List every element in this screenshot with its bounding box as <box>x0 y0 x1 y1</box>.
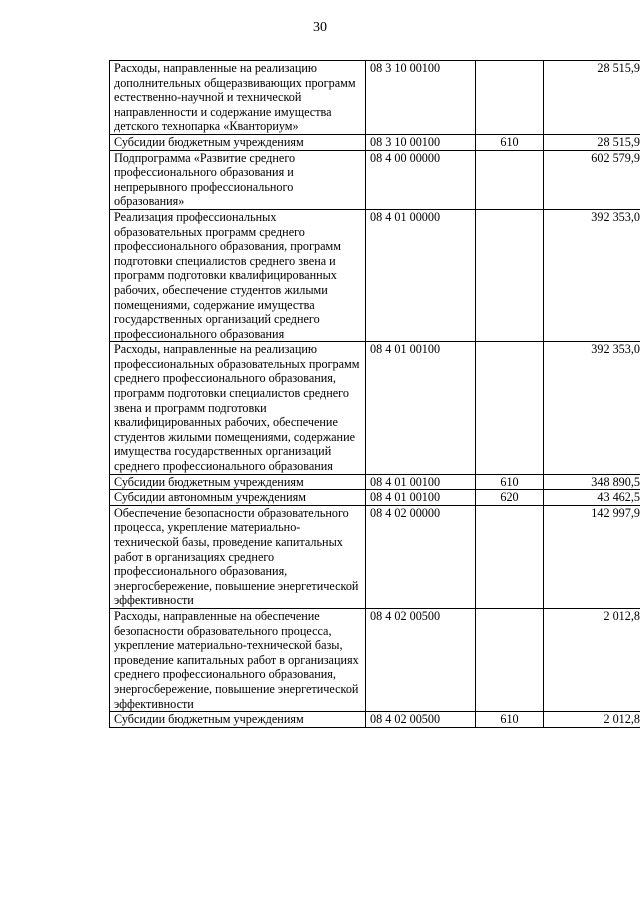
row-code-cell: 08 4 01 00100 <box>366 490 476 506</box>
row-name-cell: Субсидии бюджетным учреждениям <box>110 474 366 490</box>
row-amount-cell: 602 579,9 <box>544 150 640 209</box>
budget-table <box>109 60 640 728</box>
row-name-cell: Субсидии бюджетным учреждениям <box>110 134 366 150</box>
row-code-cell: 08 4 02 00500 <box>366 608 476 711</box>
row-type-cell <box>476 608 544 711</box>
row-name-cell: Реализация профессиональных образовательных программ среднего профессионального образования, программ подготовки специалистов среднего звена и программ подготовки квалифицированных рабочих, обеспечение студентов жилыми помещениями, содержание имущества государственных организаций среднего профессионального образования <box>110 209 366 341</box>
table-row <box>110 474 640 490</box>
table-row <box>110 209 640 341</box>
row-name-cell: Обеспечение безопасности образовательного процесса, укрепление материально-технической базы, проведение капитальных работ в организациях среднего профессионального образования, энергосбережение, повышение энергетической эффективности <box>110 505 366 608</box>
row-type-cell <box>476 61 544 135</box>
row-type-cell <box>476 150 544 209</box>
table-row <box>110 490 640 506</box>
row-type-cell <box>476 209 544 341</box>
row-name-cell: Расходы, направленные на реализацию профессиональных образовательных программ среднего профессионального образования, программ подготовки специалистов среднего звена и программ подготовки квалифицированных рабочих, обеспечение студентов жилыми помещениями, содержание имущества государственных организаций среднего профессионального образования <box>110 342 366 474</box>
row-type-cell: 610 <box>476 474 544 490</box>
table-row <box>110 150 640 209</box>
table-row <box>110 608 640 711</box>
row-code-cell: 08 4 00 00000 <box>366 150 476 209</box>
row-code-cell: 08 4 01 00100 <box>366 474 476 490</box>
row-type-cell <box>476 505 544 608</box>
row-code-cell: 08 4 02 00000 <box>366 505 476 608</box>
row-code-cell: 08 4 01 00100 <box>366 342 476 474</box>
row-code-cell: 08 4 02 00500 <box>366 712 476 728</box>
table-row <box>110 61 640 135</box>
row-name-cell: Субсидии бюджетным учреждениям <box>110 712 366 728</box>
row-name-cell: Расходы, направленные на реализацию дополнительных общеразвивающих программ естественно-научной и технической направленности и содержание имущества детского технопарка «Кванториум» <box>110 61 366 135</box>
row-type-cell <box>476 342 544 474</box>
row-name-cell: Расходы, направленные на обеспечение безопасности образовательного процесса, укрепление материально-технической базы, проведение капитальных работ в организациях среднего профессионального образования, энергосбережение, повышение энергетической эффективности <box>110 608 366 711</box>
row-code-cell: 08 3 10 00100 <box>366 134 476 150</box>
row-amount-cell: 28 515,9 <box>544 134 640 150</box>
row-name-cell: Субсидии автономным учреждениям <box>110 490 366 506</box>
page-number: 30 <box>313 20 327 35</box>
table-row <box>110 712 640 728</box>
row-type-cell: 610 <box>476 712 544 728</box>
table-row <box>110 505 640 608</box>
row-name-cell: Подпрограмма «Развитие среднего профессионального образования и непрерывного профессионального образования» <box>110 150 366 209</box>
row-amount-cell: 28 515,9 <box>544 61 640 135</box>
row-amount-cell: 2 012,8 <box>544 712 640 728</box>
row-amount-cell: 43 462,5 <box>544 490 640 506</box>
row-type-cell: 620 <box>476 490 544 506</box>
row-amount-cell: 142 997,9 <box>544 505 640 608</box>
table-row <box>110 134 640 150</box>
row-amount-cell: 2 012,8 <box>544 608 640 711</box>
table-row <box>110 342 640 474</box>
row-code-cell: 08 4 01 00000 <box>366 209 476 341</box>
row-type-cell: 610 <box>476 134 544 150</box>
row-amount-cell: 392 353,0 <box>544 209 640 341</box>
row-amount-cell: 392 353,0 <box>544 342 640 474</box>
row-code-cell: 08 3 10 00100 <box>366 61 476 135</box>
row-amount-cell: 348 890,5 <box>544 474 640 490</box>
